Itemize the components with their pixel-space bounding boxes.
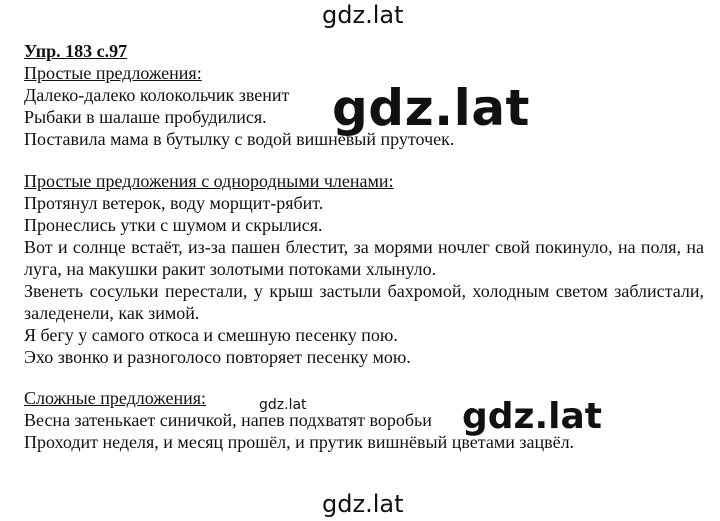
exercise-title: Упр. 183 с.97 [24,41,128,61]
sentence-paragraph: Вот и солнце встаёт, из-за пашен блестит, за морями ночлег свой покинуло, на поля, на луга, на макушки ракит золотыми потоками хлынуло. [24,237,704,279]
watermark-small: gdz.lat [259,397,307,413]
section-spacer [24,150,704,170]
watermark-large: gdz.lat [332,79,530,137]
watermark-top: gdz.lat [322,1,404,29]
sentence-line: Проходит неделя, и месяц прошёл, и прутик вишнёвый цветами зацвёл. [24,432,575,452]
section-heading-complex: Сложные предложения: [24,388,207,408]
sentence-line: Я бегу у самого откоса и смешную песенку пою. [24,325,398,345]
section-heading-simple: Простые предложения: [24,63,202,83]
sentence-line: Протянул ветерок, воду морщит-рябит. [24,193,324,213]
section-heading-homogeneous: Простые предложения с однородными членами: [24,171,394,191]
sentence-line: Поставила мама в бутылку с водой вишневый пруточек. [24,129,455,149]
sentence-line: Рыбаки в шалаше пробудилися. [24,107,267,127]
watermark-bottom: gdz.lat [322,490,404,518]
section-spacer [24,368,704,387]
sentence-line: Эхо звонко и разноголосо повторяет песенку мою. [24,347,411,367]
sentence-line: Весна затенькает синичкой, напев подхватят воробьи [24,410,432,430]
sentence-line: Пронеслись утки с шумом и скрылися. [24,215,323,235]
watermark-large-lower: gdz.lat [462,396,603,437]
sentence-paragraph: Звенеть сосульки перестали, у крыш застыли бахромой, холодным светом заблистали, заледенели, как зимой. [24,281,704,323]
sentence-line: Далеко-далеко колокольчик звенит [24,85,290,105]
